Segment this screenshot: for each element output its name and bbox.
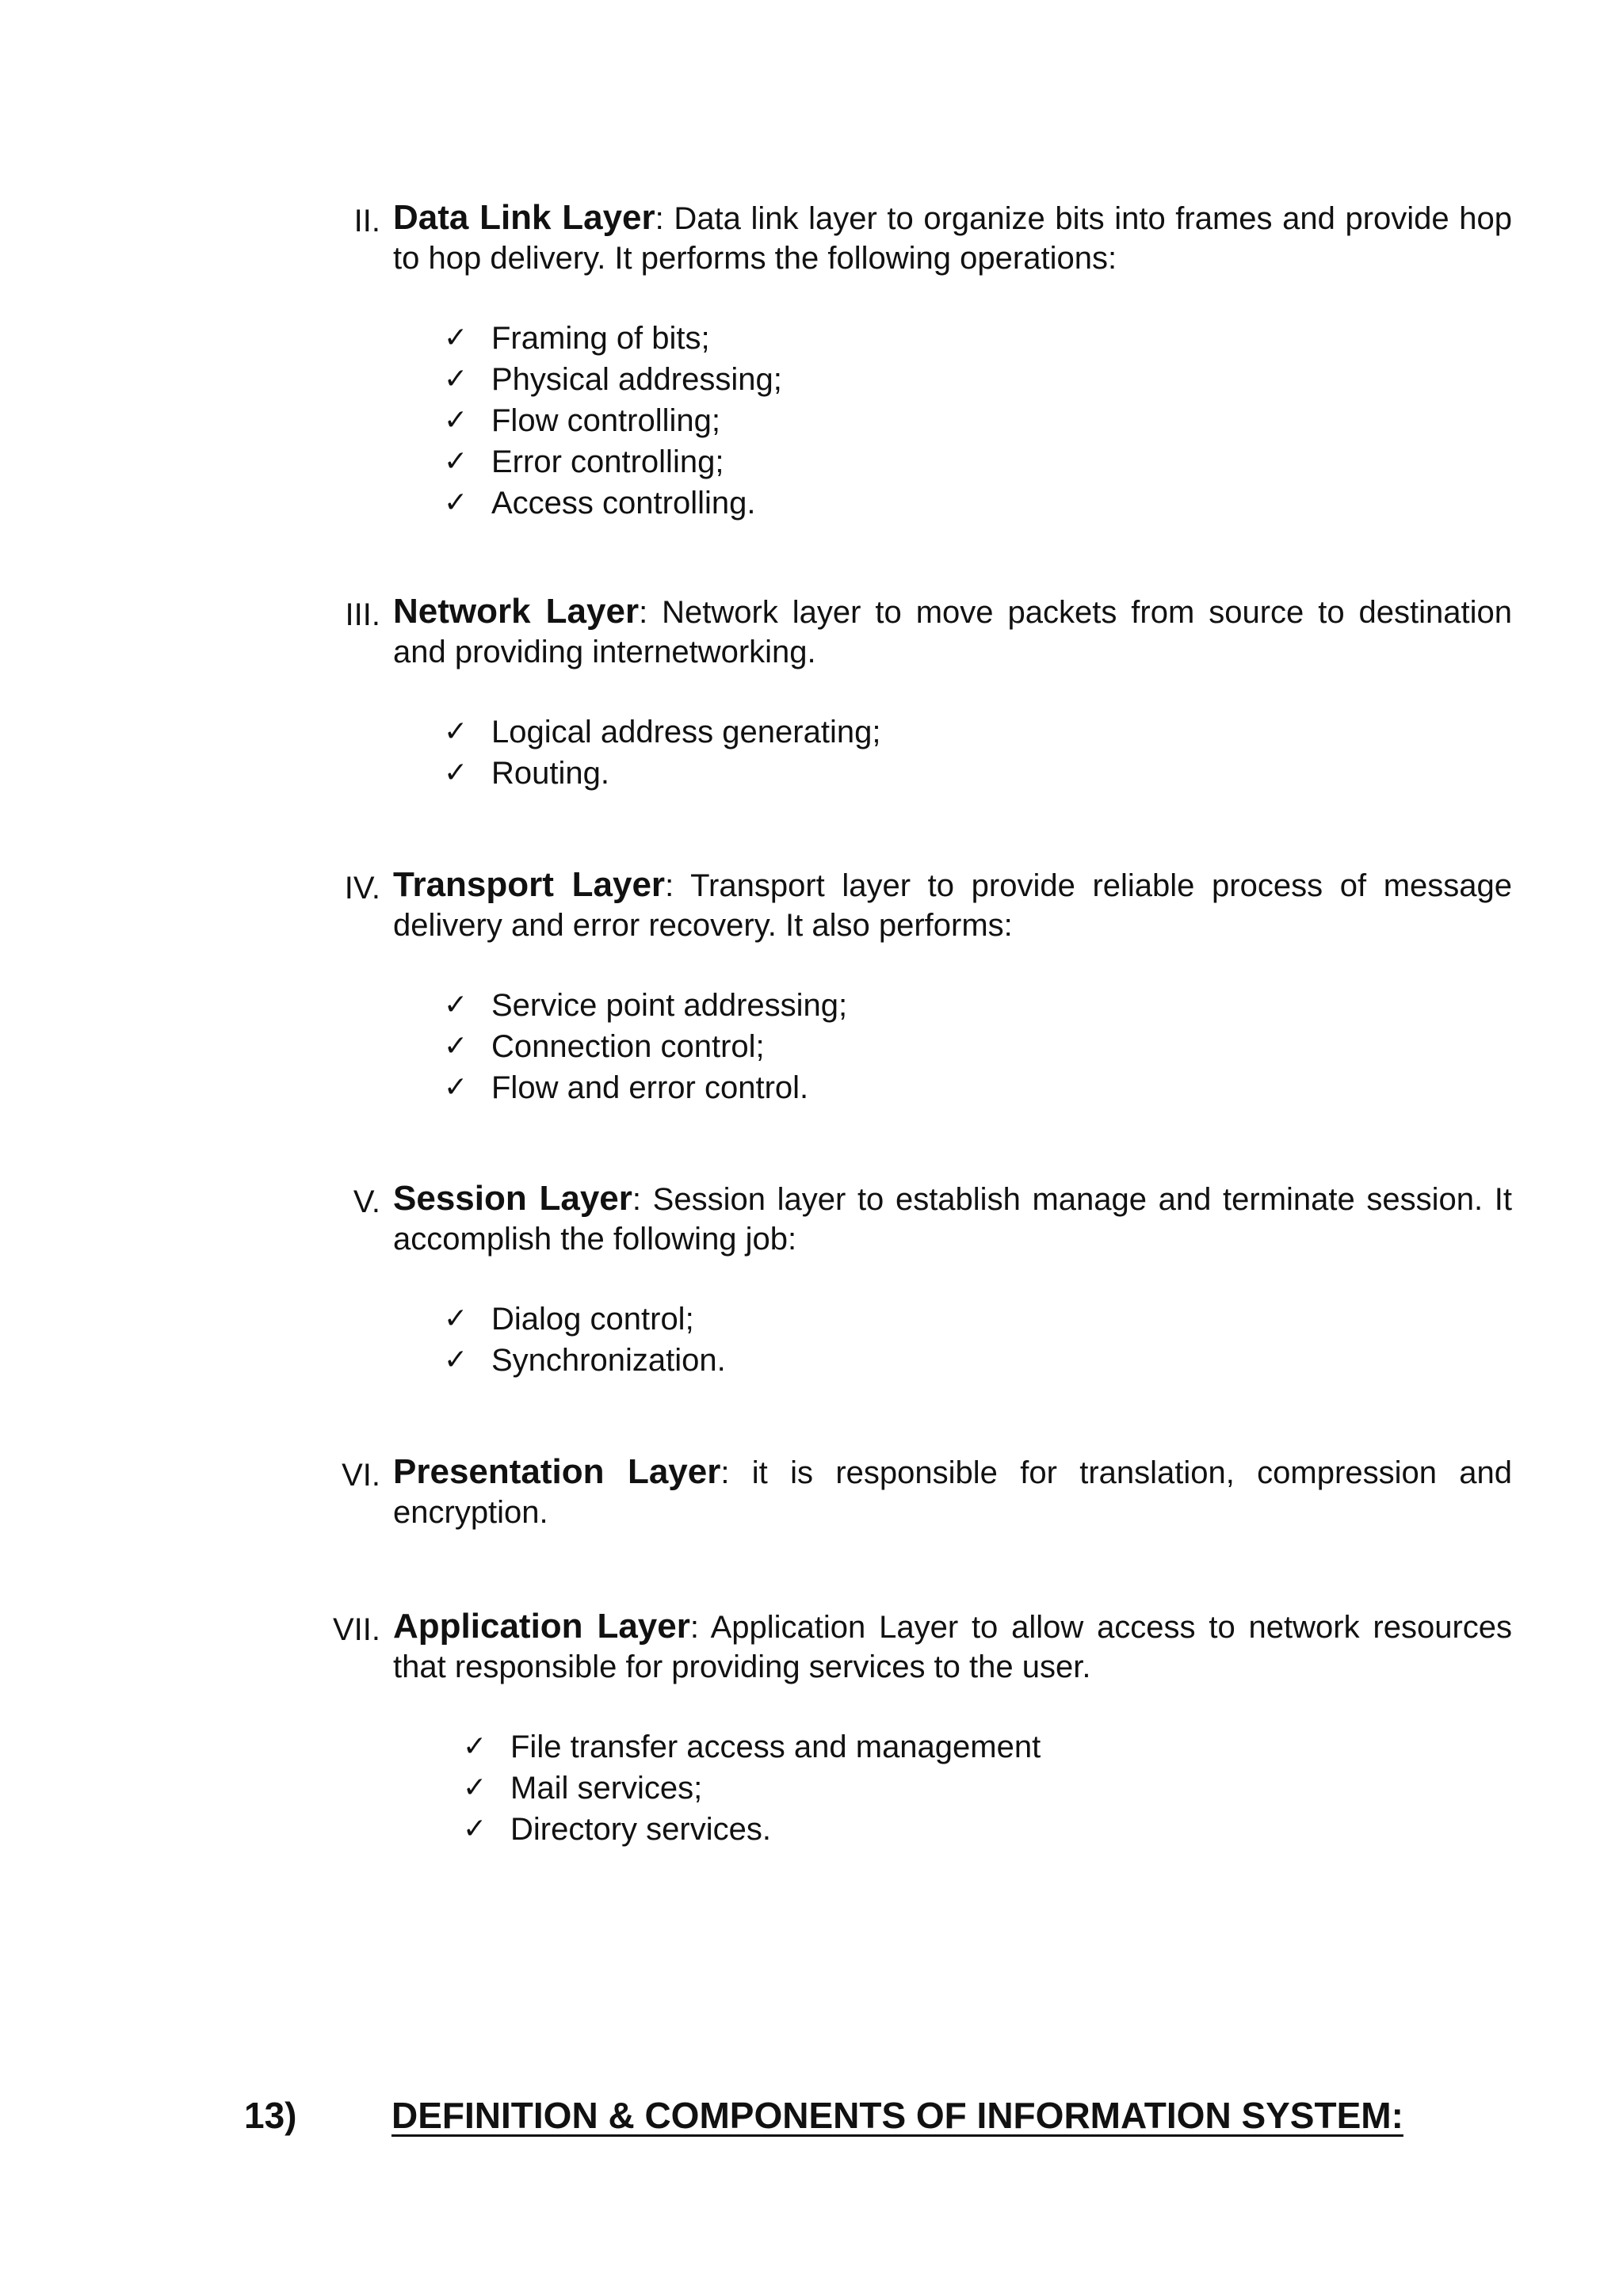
layer-item-application	[332, 1607, 1513, 1850]
check-icon: ✓	[444, 1071, 468, 1104]
item-heading: Presentation Layer	[393, 1452, 721, 1491]
item-paragraph	[393, 592, 1512, 672]
check-icon: ✓	[444, 404, 468, 437]
list-item: ✓ File transfer access and management	[393, 1726, 1512, 1768]
check-icon: ✓	[444, 1344, 468, 1376]
section-number: 13)	[244, 2095, 297, 2136]
item-numeral: V.	[353, 1184, 380, 1219]
check-icon: ✓	[444, 989, 468, 1021]
checklist	[393, 318, 1512, 524]
check-icon: ✓	[444, 322, 468, 354]
layer-item-session	[353, 1179, 1513, 1381]
list-item: ✓ Flow controlling;	[393, 400, 1512, 441]
item-numeral: II.	[353, 204, 380, 238]
item-paragraph	[393, 1607, 1512, 1687]
list-item: ✓ Dialog control;	[393, 1299, 1512, 1340]
item-text: : Application Layer to allow access to network resources that responsible for providing services to the user.	[393, 1610, 1513, 1684]
list-item: ✓ Mail services;	[393, 1768, 1512, 1809]
list-item: ✓ Directory services.	[393, 1809, 1512, 1850]
item-text: : Session layer to establish manage and terminate session. It accomplish the following job:	[393, 1182, 1513, 1257]
item-heading: Application Layer	[393, 1607, 690, 1646]
check-icon: ✓	[444, 445, 468, 478]
check-icon: ✓	[444, 715, 468, 748]
list-item: ✓ Service point addressing;	[393, 985, 1512, 1026]
item-numeral: VII.	[332, 1612, 380, 1647]
item-text: : Transport layer to provide reliable process of message delivery and error recovery. It also performs:	[393, 868, 1512, 943]
check-icon: ✓	[444, 757, 468, 789]
layer-item-data-link	[353, 198, 1512, 524]
list-item: ✓ Routing.	[393, 753, 1512, 794]
checklist	[393, 985, 1512, 1108]
item-paragraph	[393, 1452, 1512, 1532]
item-paragraph	[393, 198, 1512, 278]
section-title: DEFINITION & COMPONENTS OF INFORMATION SYSTEM:	[391, 2095, 1403, 2136]
list-item: ✓ Error controlling;	[393, 441, 1512, 482]
item-text: : Data link layer to organize bits into frames and provide hop to hop delivery. It performs the following operations:	[393, 201, 1512, 276]
list-item: ✓ Access controlling.	[393, 482, 1512, 524]
check-icon: ✓	[463, 1813, 487, 1845]
item-numeral: IV.	[344, 871, 380, 906]
list-item: ✓ Connection control;	[393, 1026, 1512, 1067]
item-numeral: III.	[345, 597, 380, 632]
checklist	[393, 1726, 1512, 1850]
item-text: : it is responsible for translation, compression and encryption.	[393, 1455, 1512, 1530]
list-item: ✓ Logical address generating;	[393, 711, 1512, 753]
check-icon: ✓	[444, 363, 468, 395]
checklist	[393, 1299, 1512, 1381]
item-heading: Transport Layer	[393, 865, 666, 904]
item-text: : Network layer to move packets from source to destination and providing internetworking.	[393, 595, 1512, 669]
list-item: ✓ Synchronization.	[393, 1340, 1512, 1381]
layer-item-transport	[344, 865, 1512, 1108]
item-numeral: VI.	[342, 1458, 380, 1493]
item-heading: Network Layer	[393, 592, 640, 631]
item-paragraph	[393, 1179, 1512, 1259]
layer-item-network	[345, 592, 1512, 794]
check-icon: ✓	[463, 1772, 487, 1804]
item-paragraph	[393, 865, 1512, 945]
check-icon: ✓	[463, 1730, 487, 1763]
check-icon: ✓	[444, 1302, 468, 1335]
item-heading: Session Layer	[393, 1179, 632, 1218]
check-icon: ✓	[444, 1030, 468, 1062]
checklist	[393, 711, 1512, 794]
item-heading: Data Link Layer	[393, 198, 655, 237]
list-item: ✓ Flow and error control.	[393, 1067, 1512, 1108]
list-item: ✓ Framing of bits;	[393, 318, 1512, 359]
layer-item-presentation	[342, 1452, 1512, 1532]
list-item: ✓ Physical addressing;	[393, 359, 1512, 400]
check-icon: ✓	[444, 486, 468, 519]
